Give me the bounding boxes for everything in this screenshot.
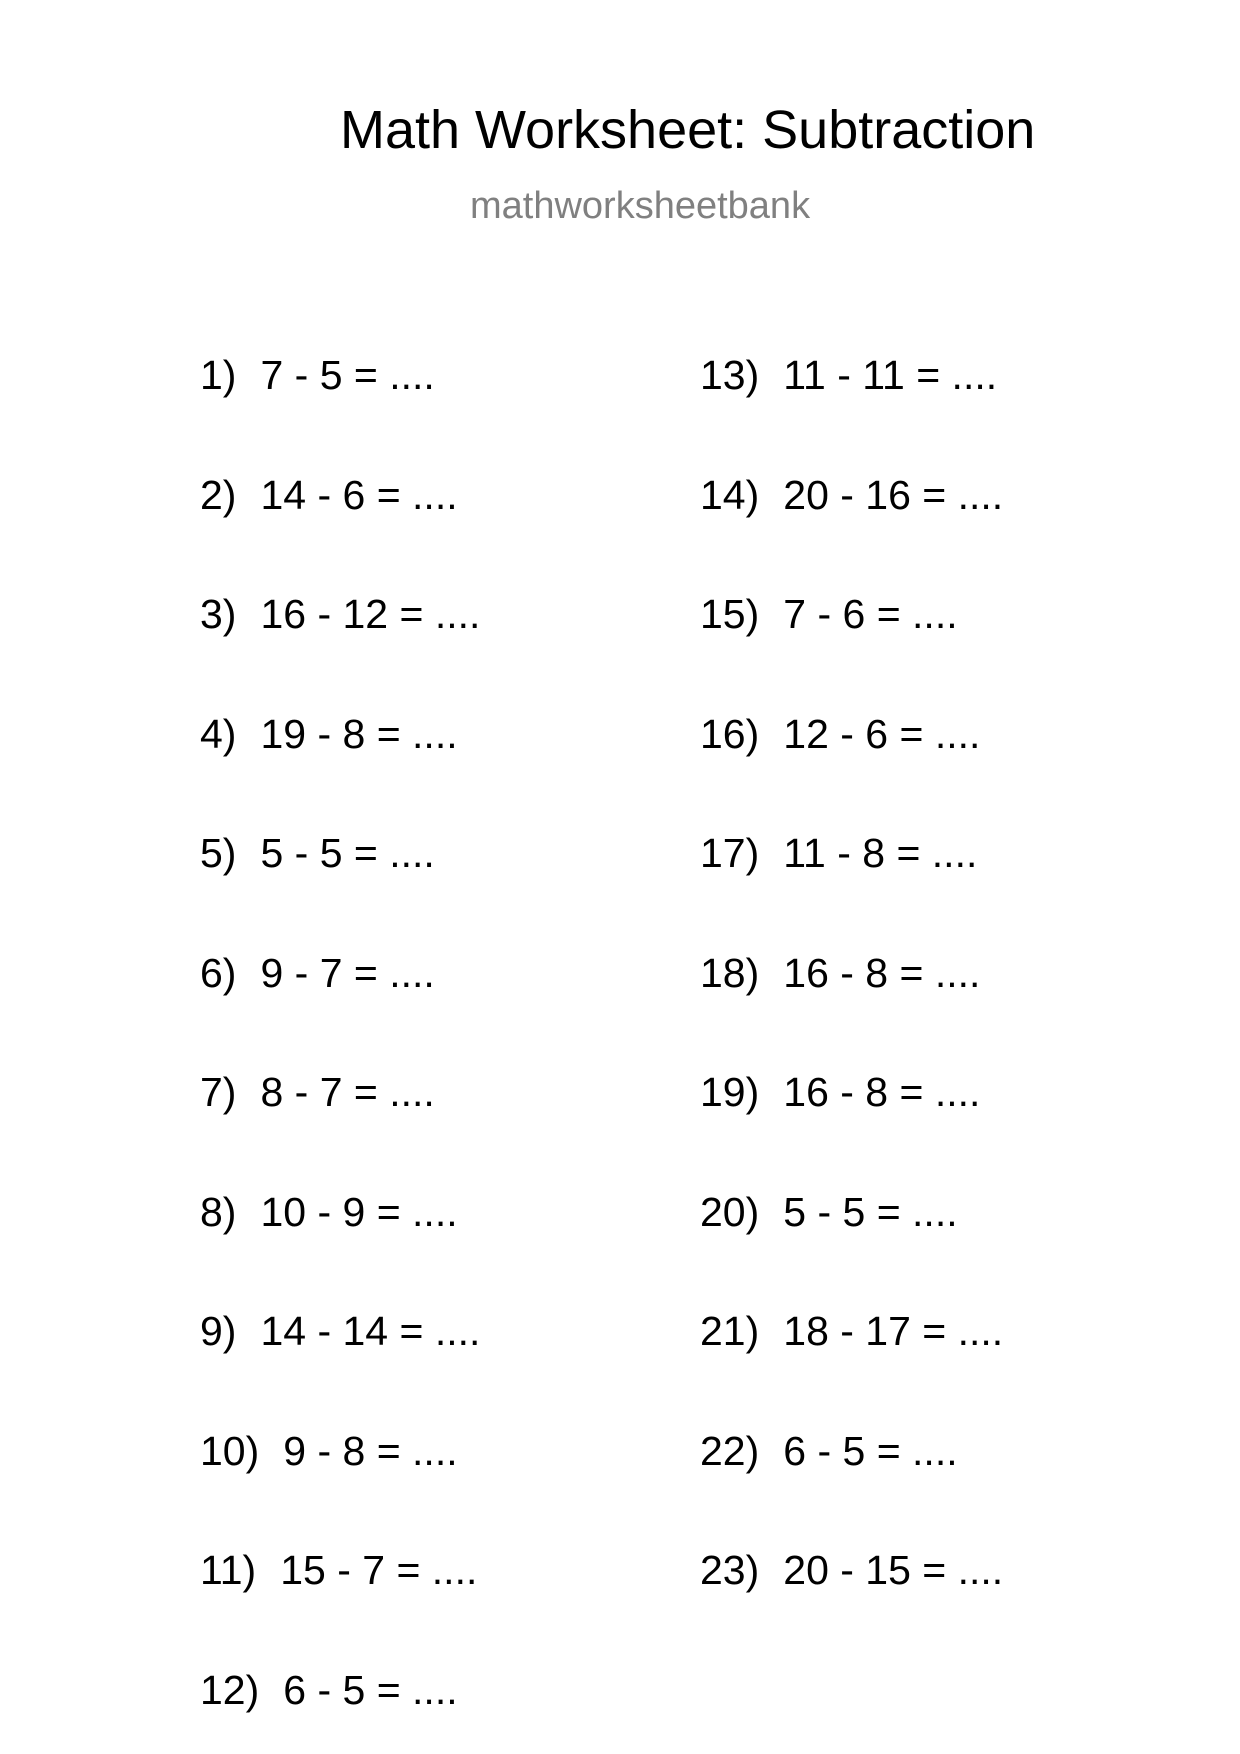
problem-expression: 16 - 12 = .... <box>260 591 481 637</box>
problem-item <box>200 352 435 398</box>
problem-item <box>700 352 997 398</box>
problem-number: 18) <box>700 949 760 996</box>
problem-item <box>700 1308 1003 1354</box>
problem-item <box>700 711 980 757</box>
problem-item <box>200 1308 480 1354</box>
problem-expression: 5 - 5 = .... <box>783 1188 958 1235</box>
problem-item <box>200 591 480 637</box>
problem-expression: 11 - 11 = .... <box>783 352 998 398</box>
problem-number: 3) <box>200 591 237 637</box>
problem-expression: 16 - 8 = .... <box>783 1069 981 1115</box>
problem-expression: 7 - 6 = .... <box>783 591 958 637</box>
problem-item <box>700 1069 980 1115</box>
problem-number: 16) <box>700 710 760 757</box>
problem-item <box>700 591 958 637</box>
problem-item <box>700 472 1003 518</box>
problem-expression: 6 - 5 = .... <box>783 1427 958 1474</box>
problem-number: 19) <box>700 1069 760 1115</box>
problem-number: 13) <box>700 352 760 398</box>
problem-item <box>200 711 458 757</box>
problem-number: 14) <box>700 471 760 518</box>
problem-item <box>200 830 435 876</box>
problem-number: 8) <box>200 1188 237 1235</box>
problem-item <box>200 1189 458 1235</box>
problem-expression: 18 - 17 = .... <box>783 1308 1004 1354</box>
problem-number: 15) <box>700 591 760 637</box>
problem-item <box>200 1428 458 1474</box>
problem-item <box>200 1667 458 1713</box>
problem-expression: 20 - 16 = .... <box>783 471 1004 518</box>
problem-item <box>700 950 980 996</box>
problem-item <box>200 472 458 518</box>
problem-number: 12) <box>200 1666 260 1713</box>
problem-expression: 14 - 14 = .... <box>260 1308 481 1354</box>
page-subtitle: mathworksheetbank <box>470 185 811 227</box>
problem-number: 6) <box>200 949 237 996</box>
problem-expression: 9 - 8 = .... <box>283 1427 458 1474</box>
problem-number: 5) <box>200 830 237 876</box>
problem-expression: 10 - 9 = .... <box>260 1188 458 1235</box>
problem-expression: 6 - 5 = .... <box>283 1666 458 1713</box>
problem-expression: 8 - 7 = .... <box>260 1069 435 1115</box>
problem-number: 20) <box>700 1188 760 1235</box>
problem-expression: 20 - 15 = .... <box>783 1547 1004 1593</box>
problem-number: 4) <box>200 710 237 757</box>
problem-number: 17) <box>700 830 760 876</box>
problem-number: 2) <box>200 471 237 518</box>
problem-expression: 12 - 6 = .... <box>783 710 981 757</box>
problem-number: 1) <box>200 352 237 398</box>
problem-number: 10) <box>200 1427 260 1474</box>
problem-item <box>200 1069 435 1115</box>
problem-number: 11) <box>200 1547 257 1593</box>
problem-item <box>700 1189 958 1235</box>
problem-item <box>700 1428 958 1474</box>
problem-expression: 19 - 8 = .... <box>260 710 458 757</box>
problem-expression: 9 - 7 = .... <box>260 949 435 996</box>
problem-number: 7) <box>200 1069 237 1115</box>
problem-number: 21) <box>700 1308 760 1354</box>
problem-expression: 11 - 8 = .... <box>783 830 978 876</box>
page-title: Math Worksheet: Subtraction <box>340 100 1036 160</box>
problem-number: 23) <box>700 1547 760 1593</box>
problem-item <box>700 1547 1003 1593</box>
problem-expression: 7 - 5 = .... <box>260 352 435 398</box>
problem-item <box>700 830 977 876</box>
problem-number: 22) <box>700 1427 760 1474</box>
problem-expression: 5 - 5 = .... <box>260 830 435 876</box>
problem-item <box>200 950 435 996</box>
problem-number: 9) <box>200 1308 237 1354</box>
problem-item <box>200 1547 477 1593</box>
problem-expression: 14 - 6 = .... <box>260 471 458 518</box>
problem-expression: 15 - 7 = .... <box>280 1547 478 1593</box>
problem-expression: 16 - 8 = .... <box>783 949 981 996</box>
